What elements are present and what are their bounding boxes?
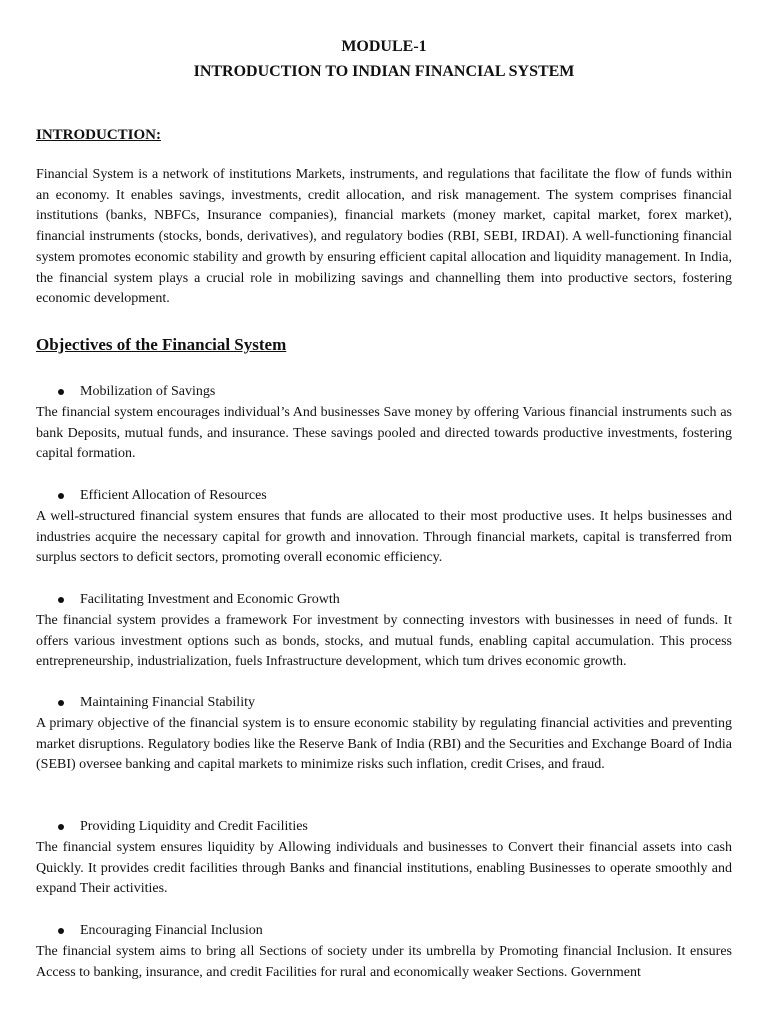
objective-title: Facilitating Investment and Economic Growth [80, 592, 340, 607]
objective-text: A well-structured financial system ensures that funds are allocated to their most productive uses. It helps businesses and industries acquire the necessary capital for growth and innovation. Through financial markets, capital is transferred from surplus sectors to deficit sectors, promoting overall economic efficiency. [36, 509, 732, 566]
module-label: MODULE-1 [341, 38, 427, 55]
objective-text: The financial system ensures liquidity by Allowing individuals and businesses to Convert their financial assets into cash Quickly. It provides credit facilities through Banks and financial institutions, enabling Businesses to operate smoothly and expand Their activities. [36, 840, 732, 897]
objectives-heading: Objectives of the Financial System [36, 335, 287, 354]
objective-item-liquidity [36, 816, 732, 900]
bullet-icon [58, 824, 64, 830]
bullet-icon [58, 700, 64, 706]
objective-text: The financial system aims to bring all Sections of society under its umbrella by Promoting financial Inclusion. It ensures Access to banking, insurance, and credit Facilities for rural and economically weaker Sections. Government [36, 944, 732, 980]
bullet-icon [58, 493, 64, 499]
objective-item-inclusion [36, 920, 732, 983]
objective-title: Encouraging Financial Inclusion [80, 923, 263, 938]
bullet-icon [58, 597, 64, 603]
page-title: INTRODUCTION TO INDIAN FINANCIAL SYSTEM [193, 63, 575, 80]
objective-title: Providing Liquidity and Credit Facilities [80, 819, 308, 834]
objective-item-savings [36, 381, 732, 465]
objective-text: The financial system encourages individual’s And businesses Save money by offering Various financial instruments such as bank Deposits, mutual funds, and insurance. These savings pooled and directed towards productive investments, fostering capital formation. [36, 405, 732, 462]
objective-item-investment [36, 589, 732, 673]
objective-text: A primary objective of the financial system is to ensure economic stability by regulating financial activities and preventing market disruptions. Regulatory bodies like the Reserve Bank of India (RBI) and the Securities and Exchange Board of India (SEBI) oversee banking and capital markets to minimize risks such inflation, credit Crises, and fraud. [36, 716, 732, 773]
introduction-heading: INTRODUCTION: [36, 127, 162, 143]
objective-text: The financial system provides a framework For investment by connecting investors with businesses in need of funds. It offers various investment options such as bonds, stocks, and mutual funds, enabling capital accumulation. This process entrepreneurship, industrialization, fuels Infrastructure development, which tum drives economic growth. [36, 613, 732, 670]
objective-item-allocation [36, 485, 732, 569]
objective-title: Mobilization of Savings [80, 384, 216, 399]
objective-title: Maintaining Financial Stability [80, 695, 255, 710]
objective-title: Efficient Allocation of Resources [80, 488, 267, 503]
bullet-icon [58, 928, 64, 934]
introduction-paragraph: Financial System is a network of institutions Markets, instruments, and regulations that facilitate the flow of funds within an economy. It enables savings, investments, credit allocation, and risk management. The system comprises financial institutions (banks, NBFCs, Insurance companies), financial markets (money market, capital market, forex market), financial instruments (stocks, bonds, derivatives), and regulatory bodies (RBI, SEBI, IRDAI). A well-functioning financial system promotes economic stability and growth by ensuring efficient capital allocation and liquidity management. In India, the financial system plays a crucial role in mobilizing savings and channelling them into productive sectors, fostering economic development. [36, 167, 732, 307]
bullet-icon [58, 389, 64, 395]
objective-item-stability [36, 692, 732, 776]
